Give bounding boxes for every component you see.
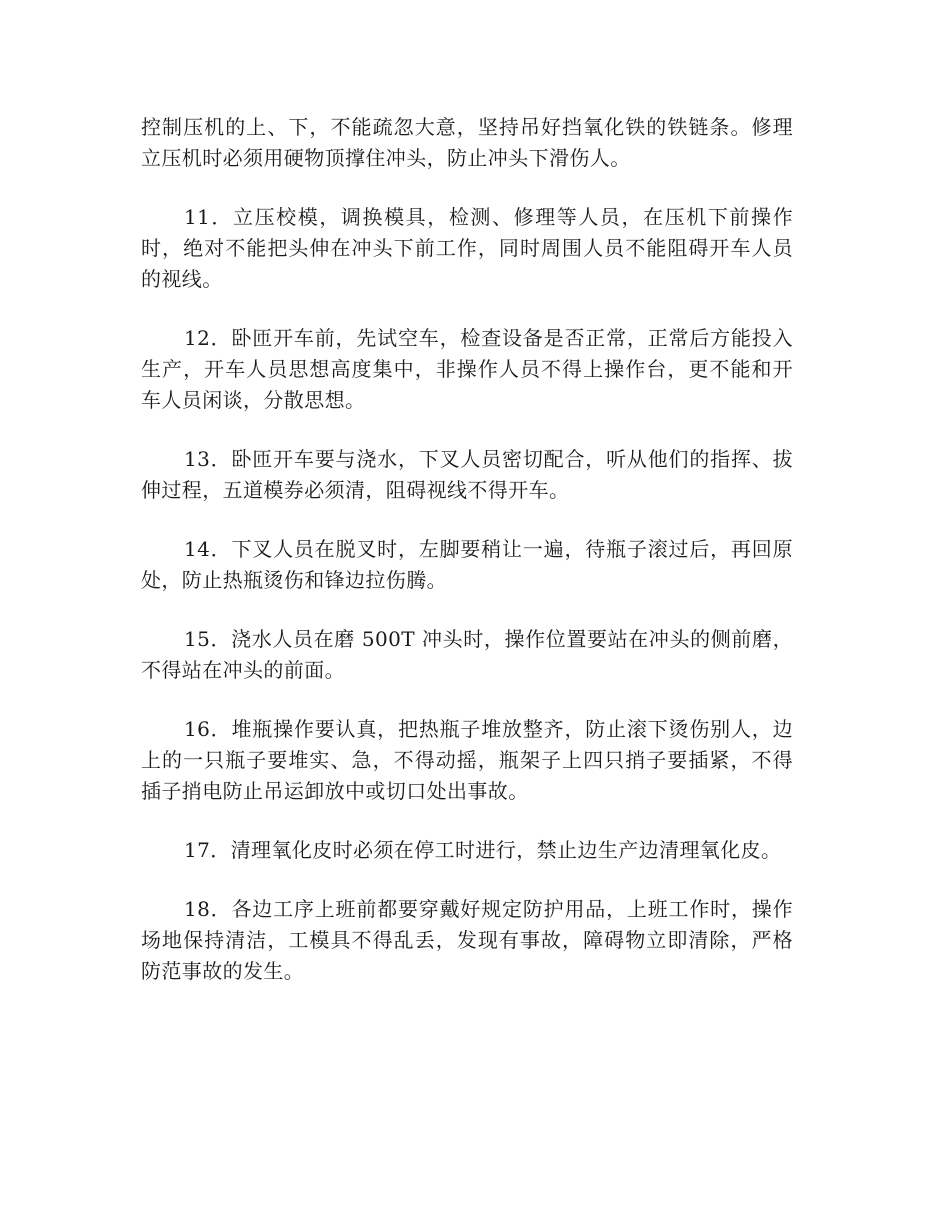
paragraph-item-15: 15．浇水人员在磨 500T 冲头时，操作位置要站在冲头的侧前磨，不得站在冲头的前面。: [141, 627, 793, 682]
paragraph-item-12: 12．卧匝开车前，先试空车，检查设备是否正常，正常后方能投入生产，开车人员思想高度集中，非操作人员不得上操作台，更不能和开车人员闲谈，分散思想。: [141, 326, 793, 412]
paragraph-item-16: 16．堆瓶操作要认真，把热瓶子堆放整齐，防止滚下烫伤别人，边上的一只瓶子要堆实、急，不得动摇，瓶架子上四只捎子要插紧，不得插子捎电防止吊运卸放中或切口处出事故。: [141, 717, 793, 803]
paragraph-continued: 控制压机的上、下，不能疏忽大意，坚持吊好挡氧化铁的铁链条。修理立压机时必须用硬物顶撑住冲头，防止冲头下滑伤人。: [141, 115, 793, 170]
paragraph-item-14: 14．下叉人员在脱叉时，左脚要稍让一遍，待瓶子滚过后，再回原处，防止热瓶烫伤和锋边拉伤腾。: [141, 537, 793, 592]
document-body: [141, 112, 793, 1015]
paragraph-item-11: 11．立压校模，调换模具，检测、修理等人员，在压机下前操作时，绝对不能把头伸在冲头下前工作，同时周围人员不能阻碍开车人员的视线。: [141, 205, 793, 291]
paragraph-item-18: 18．各边工序上班前都要穿戴好规定防护用品，上班工作时，操作场地保持清洁，工模具不得乱丢，发现有事故，障碍物立即清除，严格防范事故的发生。: [141, 897, 793, 983]
paragraph-item-13: 13．卧匝开车要与浇水，下叉人员密切配合，听从他们的指挥、拔伸过程，五道模券必须清，阻碍视线不得开车。: [141, 447, 793, 502]
paragraph-item-17: 17．清理氧化皮时必须在停工时进行，禁止边生产边清理氧化皮。: [184, 838, 782, 862]
